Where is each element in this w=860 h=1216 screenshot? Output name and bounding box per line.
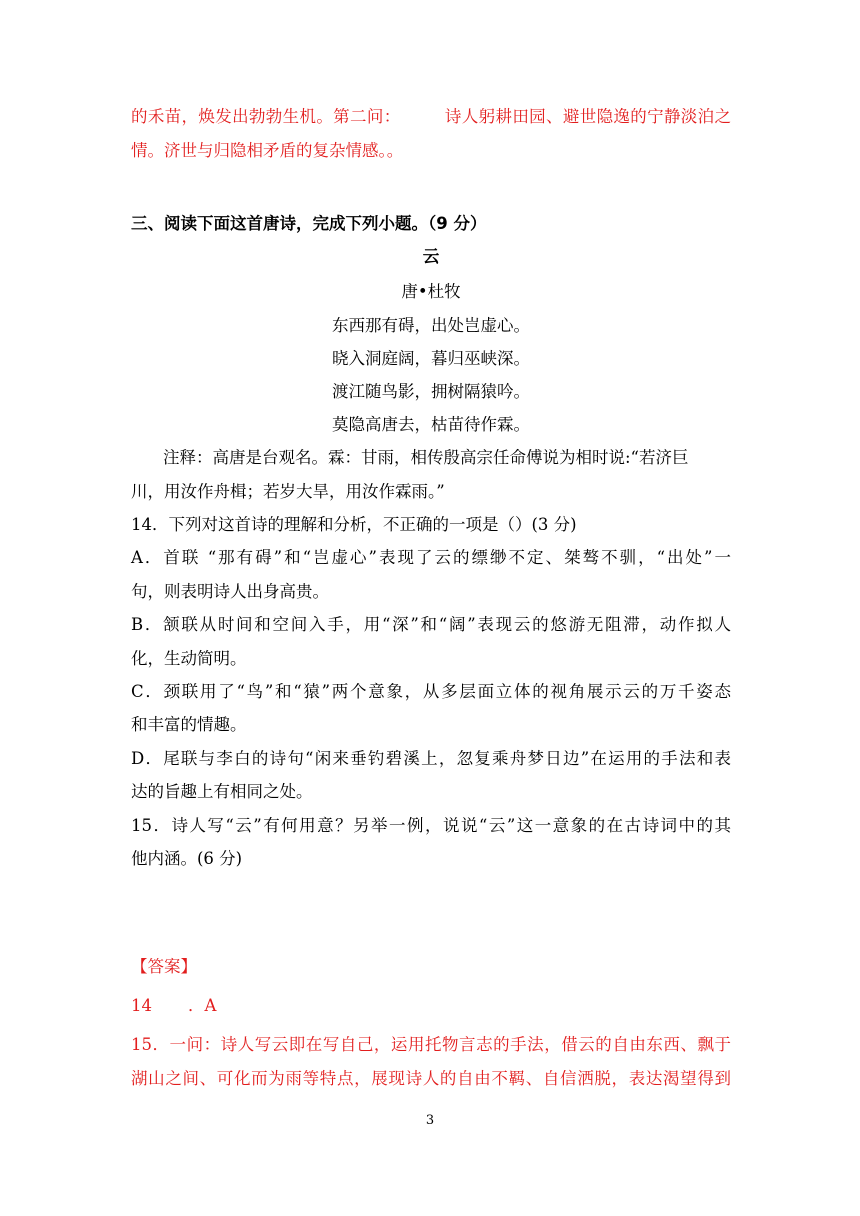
- option-b-line-1: B．颔联从时间和空间入手，用“深”和“阔”表现云的悠游无阻滞，动作拟人: [131, 615, 731, 634]
- question-15-stem-line-2: 他内涵。(6 分): [131, 849, 243, 868]
- answer-14: [131, 995, 731, 1017]
- prev-answer-line-2: 情。济世与归隐相矛盾的复杂情感。。: [131, 141, 404, 160]
- answer-14-value: ．A: [188, 996, 217, 1015]
- note-line-2: 川，用汝作舟楫；若岁大旱，用汝作霖雨。”: [131, 482, 445, 501]
- option-d-line-2: 达的旨趣上有相同之处。: [131, 782, 313, 801]
- option-a-line-2: 句，则表明诗人出身高贵。: [131, 582, 329, 601]
- prev-answer-part-2: 诗人躬耕田园、避世隐逸的宁静淡泊之: [444, 107, 732, 126]
- question-14-stem: 14．下列对这首诗的理解和分析，不正确的一项是（）(3 分): [131, 515, 577, 534]
- poem-line-2: 晓入洞庭阔，暮归巫峡深。: [332, 349, 530, 368]
- poem-author: 唐•杜牧: [401, 282, 461, 301]
- poem-line-3: 渡江随鸟影，拥树隔猿吟。: [332, 382, 530, 401]
- poem-line-1: 东西那有碍，出处岂虚心。: [332, 316, 530, 335]
- answer-15-line-1: 15．一问：诗人写云即在写自己，运用托物言志的手法，借云的自由东西、飘于: [131, 1035, 731, 1054]
- prev-answer-part-1: 的禾苗，焕发出勃勃生机。第二问：: [131, 107, 401, 126]
- question-15-stem-line-1: 15．诗人写“云”有何用意？另举一例，说说“云”这一意象的在古诗词中的其: [131, 816, 731, 835]
- option-a-line-1: A．首联 “那有碍”和“岂虚心”表现了云的缥缈不定、桀骜不驯，“出处”一: [131, 548, 731, 567]
- option-b-line-2: 化，生动简明。: [131, 649, 247, 668]
- poem-line-4: 莫隐高唐去，枯苗待作霖。: [332, 415, 530, 434]
- option-d-line-1: D．尾联与李白的诗句“闲来垂钓碧溪上，忽复乘舟梦日边”在运用的手法和表: [131, 749, 731, 768]
- section-heading: 三、阅读下面这首唐诗，完成下列小题。（9 分）: [131, 214, 487, 233]
- poem-title: 云: [422, 247, 440, 266]
- prev-answer-line-1: [131, 106, 731, 128]
- note-line-1: 注释：高唐是台观名。霖：甘雨，相传殷高宗任命傅说为相时说:“若济巨: [163, 448, 689, 467]
- page-number: 3: [425, 1113, 435, 1128]
- answer-label: 【答案】: [131, 957, 197, 976]
- option-c-line-2: 和丰富的情趣。: [131, 715, 247, 734]
- option-c-line-1: C．颈联用了“鸟”和“猿”两个意象，从多层面立体的视角展示云的万千姿态: [131, 682, 731, 701]
- answer-14-number: 14: [131, 996, 152, 1015]
- answer-15-line-2: 湖山之间、可化而为雨等特点，展现诗人的自由不羁、自信洒脱，表达渴望得到: [131, 1069, 731, 1088]
